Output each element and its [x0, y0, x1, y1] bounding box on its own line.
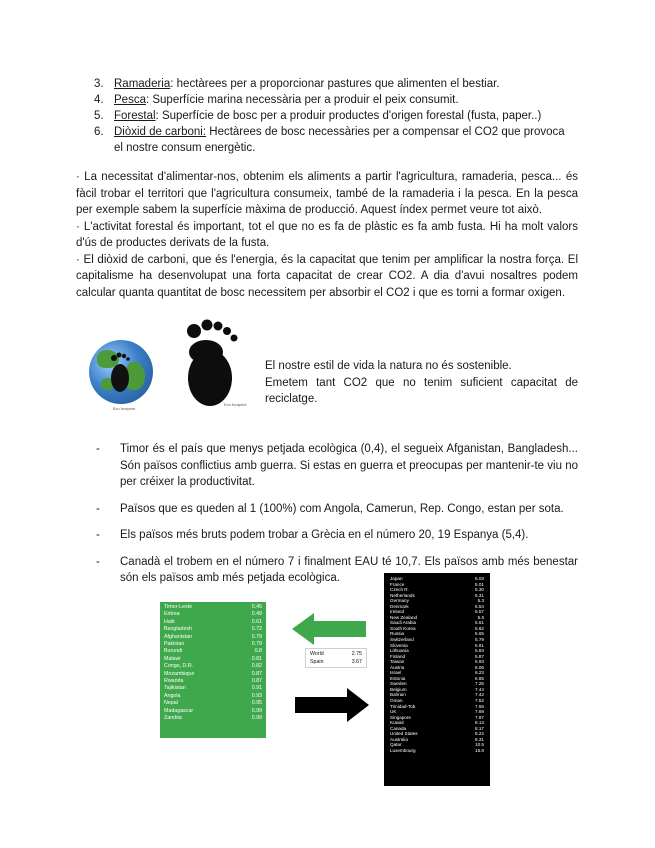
country-cell: Austria [390, 664, 405, 670]
table-row [164, 678, 262, 685]
country-cell: Rwanda [164, 678, 184, 685]
country-cell: Eritrea [164, 611, 180, 618]
country-cell: Japan [390, 576, 403, 581]
list-text: Superfície de bosc per a produir productes d'origen forestal (fusta, paper..) [158, 110, 542, 122]
country-cell: Lithuania [390, 648, 409, 654]
value-cell: 15.8 [475, 747, 484, 753]
country-cell: Pakistan [164, 641, 185, 648]
value-cell: 10.5 [475, 742, 484, 748]
country-cell: Slovenia [390, 642, 408, 648]
value-cell: 6.06 [475, 664, 484, 670]
value-cell: 0.99 [251, 715, 262, 722]
list-text: hectàrees per a proporcionar pastures que alimenten el bestiar. [173, 78, 500, 90]
table-row [164, 663, 262, 670]
globe-footprint-image [86, 340, 156, 414]
value-cell: 7.42 [475, 692, 484, 698]
country-cell: United States [390, 731, 418, 737]
country-cell: Bangladesh [164, 626, 192, 633]
caption-line: El nostre estil de vida la natura no és sostenible. [265, 360, 512, 372]
list-separator: : [155, 110, 159, 122]
list-separator: : [170, 78, 174, 90]
country-cell: Switzerland [390, 637, 414, 643]
country-cell: Australia [390, 736, 408, 742]
country-cell: Tajikistan [164, 685, 186, 692]
bullet-text: Els països més bruts podem trobar a Grècia en el número 20, 19 Espanya (5,4). [120, 529, 529, 541]
value-cell: 0.99 [251, 707, 262, 714]
table-row [164, 604, 262, 611]
list-text: Hectàrees de bosc necessàries per a compensar el CO2 que provoca el nostre consum energètic. [114, 126, 565, 154]
country-cell: Zambia [164, 715, 182, 722]
country-cell: Bahrain [390, 692, 406, 698]
country-cell: Madagascar [164, 707, 194, 714]
country-cell: Timor-Leste [164, 604, 193, 610]
country-cell: Burundi [164, 648, 183, 655]
list-term: Diòxid de carboni: [114, 126, 207, 138]
value-cell: 7.44 [475, 686, 484, 692]
country-cell: New Zealand [390, 614, 418, 620]
image-caption: Eco footprint [224, 402, 247, 407]
value-cell: 0.72 [251, 626, 262, 633]
table-row [164, 671, 262, 678]
list-number: 6. [94, 126, 104, 138]
country-cell: South Korea [390, 625, 416, 631]
bullet-item: - Els països més bruts podem trobar a Grècia en el número 20, 19 Espanya (5,4). [96, 527, 578, 544]
image-caption: Eco footprint [112, 406, 136, 411]
value-cell: 5.3 [477, 598, 484, 604]
paragraph: · La necessitat d'alimentar-nos, obtenim els aliments a partir l'agricultura, ramaderia, pesca... és fàcil trobar el territori que l'agricultura consumeix, també de la ramaderia i la pesca. En la pesca per exemple sabem la superfície màxima de producció. Aquest índex permet veure tot això. [76, 171, 578, 216]
value-cell: 8.17 [475, 725, 484, 731]
country-cell: Israel [390, 670, 402, 676]
country-cell: Qatar [390, 742, 402, 748]
list-item [94, 92, 574, 108]
footprint-caption [265, 358, 578, 408]
table-row [164, 685, 262, 692]
table-row [310, 651, 362, 659]
value-cell: 0.95 [251, 700, 262, 707]
table-row [164, 641, 262, 648]
bullet-text: Canadà el trobem en el número 7 i finalment EAU té 10,7. Els països amb més benestar són els països amb més petjada ecològica. [120, 555, 578, 584]
table-row [164, 626, 262, 633]
value-cell: 5.87 [475, 653, 484, 659]
table-row [164, 715, 262, 722]
list-item [94, 124, 574, 156]
country-cell: Saudi Arabia [390, 620, 417, 626]
value-cell: 6.23 [475, 670, 484, 676]
list-term: Pesca [114, 94, 146, 106]
value-cell: 7.52 [475, 698, 484, 704]
bullet-item: - Timor és el país que menys petjada ecològica (0,4), el segueix Afganistan, Bangladesh... Són països conflictius amb guerra. Si estas en guerra et preocupas per mantenir-te viu no per créixer la productivitat. [96, 441, 578, 491]
table-row [164, 619, 262, 626]
value-cell: 5.03 [475, 576, 484, 581]
country-cell: Congo, D.R. [164, 663, 194, 670]
footprint-icon [176, 318, 248, 408]
country-cell: World [310, 651, 324, 657]
country-cell: Spain [310, 658, 324, 665]
list-number: 5. [94, 110, 104, 122]
country-cell: Sweden [390, 681, 407, 687]
country-cell: Mozambique [164, 670, 195, 677]
country-cell: Estonia [390, 675, 406, 681]
country-cell: Ireland [390, 609, 405, 615]
value-cell: 5.81 [475, 642, 484, 648]
paragraph-block [76, 169, 578, 301]
table-row [164, 693, 262, 700]
country-cell: Angola [164, 692, 181, 699]
value-cell: 0.87 [251, 678, 262, 685]
table-row [164, 700, 262, 707]
bullet-list [96, 441, 578, 597]
value-cell: 0.79 [251, 641, 262, 648]
right-arrow-icon [295, 688, 369, 722]
footprint-image [176, 318, 248, 414]
caption-line: Emetem tant CO2 que no tenim suficient capacitat de reciclatge. [265, 376, 578, 405]
table-row [164, 648, 262, 655]
globe-icon [89, 340, 153, 404]
country-cell: Germany [390, 598, 409, 604]
country-cell: Singapore [390, 714, 411, 720]
value-cell: 7.97 [475, 714, 484, 720]
bullet-item: - Canadà el trobem en el número 7 i finalment EAU té 10,7. Els països amb més benestar són els països amb més petjada ecològica. [96, 554, 578, 587]
list-separator: : [145, 94, 150, 106]
value-cell: 0.8 [254, 648, 262, 655]
list-number: 3. [94, 78, 104, 90]
table-row [164, 708, 262, 715]
value-cell: 5.01 [475, 581, 484, 587]
value-cell: 5.30 [475, 587, 484, 593]
country-cell: Haiti [164, 618, 175, 625]
country-cell: Oman [390, 698, 403, 704]
country-cell: Afghanistan [164, 633, 192, 640]
value-cell: 7.25 [475, 681, 484, 687]
country-cell: Finland [390, 653, 406, 659]
list-term: Ramaderia [114, 78, 171, 90]
country-cell: Taiwan [390, 659, 405, 665]
numbered-list [94, 76, 574, 156]
list-number: 4. [94, 94, 104, 106]
value-cell: 0.49 [251, 611, 262, 618]
value-cell: 0.79 [251, 633, 262, 640]
value-cell: 5.62 [475, 625, 484, 631]
value-cell: 7.69 [475, 709, 484, 715]
list-item [94, 108, 574, 124]
list-item [94, 76, 574, 92]
country-cell: Trinidad-Tob [390, 703, 416, 709]
value-cell: 0.61 [251, 618, 262, 625]
value-cell: 8.13 [475, 720, 484, 726]
value-cell: 5.31 [475, 592, 484, 598]
value-cell: 5.93 [475, 659, 484, 665]
country-cell: France [390, 581, 405, 587]
value-cell: 5.6 [477, 614, 484, 620]
value-cell: 5.83 [475, 648, 484, 654]
value-cell: 0.45 [251, 604, 262, 610]
country-cell: Canada [390, 725, 407, 731]
country-cell: Denmark [390, 603, 409, 609]
country-cell: Luxembourg [390, 747, 416, 753]
value-cell: 0.87 [251, 670, 262, 677]
country-cell: Kuwait [390, 720, 404, 726]
value-cell: 5.61 [475, 620, 484, 626]
value-cell: 9.31 [475, 736, 484, 742]
value-cell: 2.75 [351, 651, 362, 657]
left-arrow-icon [292, 613, 366, 645]
country-cell: Czech R. [390, 587, 409, 593]
value-cell: 3.67 [351, 658, 362, 665]
value-cell: 0.81 [251, 655, 262, 662]
country-cell: Russia [390, 631, 405, 637]
bullet-text: Països que es queden al 1 (100%) com Angola, Camerun, Rep. Congo, estan per sota. [120, 502, 564, 515]
table-row [164, 656, 262, 663]
table-row [164, 611, 262, 618]
value-cell: 0.91 [251, 685, 262, 692]
value-cell: 0.82 [251, 663, 262, 670]
value-cell: 5.65 [475, 631, 484, 637]
list-term: Forestal [114, 110, 156, 122]
lowest-footprint-table [160, 602, 266, 738]
paragraph: · El diòxid de carboni, que és l'energia, és la capacitat que tenim per amplificar la nostra força. El capitalisme ha desenvolupat una forta capacitat de crear CO2. A dia d'avui nosaltres podem calcular quanta quantitat de bosc necessitem per absorbir el CO2 i que es torni a formar oxigen. [76, 253, 578, 299]
paragraph: · L'activitat forestal és important, tot el que no es fa de plàstic es fa amb fusta. Hi ha molt valors d'ús de productes derivats de la fusta. [76, 220, 578, 249]
bullet-text: Timor és el país que menys petjada ecològica (0,4), el segueix Afganistan, Bangladesh... Són països conflictius amb guerra. Si estas en guerra et preocupas per mantenir-te viu no per créixer la productivitat. [120, 443, 578, 488]
world-spain-box [305, 648, 367, 668]
value-cell: 8.22 [475, 731, 484, 737]
highest-footprint-table [384, 573, 490, 786]
country-cell: Netherlands [390, 592, 415, 598]
country-cell: Belgium [390, 686, 407, 692]
table-row [164, 634, 262, 641]
value-cell: 5.79 [475, 637, 484, 643]
country-cell: Nepal [164, 700, 178, 707]
bullet-item: - Països que es queden al 1 (100%) com Angola, Camerun, Rep. Congo, estan per sota. [96, 501, 578, 518]
footprint-icon [107, 350, 133, 394]
country-cell: UK [390, 709, 397, 715]
value-cell: 7.55 [475, 703, 484, 709]
value-cell: 5.57 [475, 609, 484, 615]
value-cell: 0.93 [251, 692, 262, 699]
list-text: Superfície marina necessària per a produir el peix consumit. [149, 94, 459, 106]
table-row [310, 659, 362, 667]
table-row [390, 748, 484, 754]
country-cell: Malawi [164, 655, 181, 662]
value-cell: 5.54 [475, 603, 484, 609]
value-cell: 6.85 [475, 675, 484, 681]
